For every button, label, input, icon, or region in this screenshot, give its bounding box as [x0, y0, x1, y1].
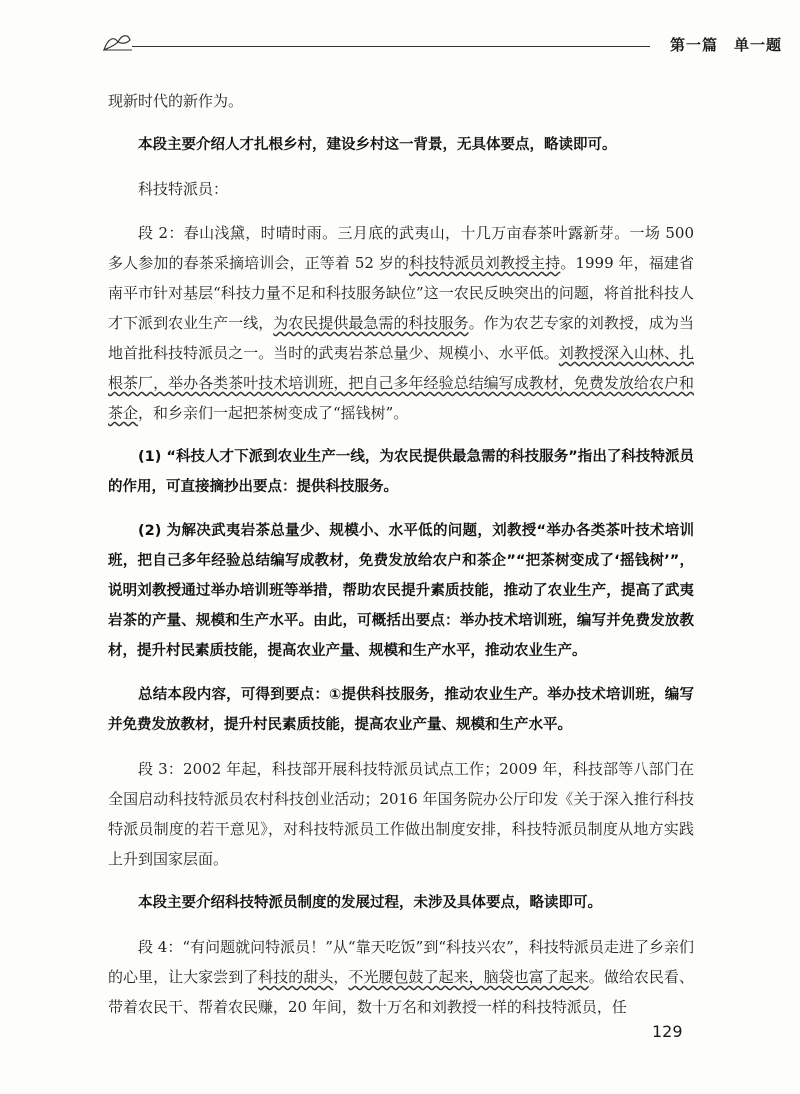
page-header [100, 28, 790, 58]
underlined-key-phrase: 科技特派员刘教授主持 [409, 254, 561, 272]
leaf-ornament-icon [100, 28, 132, 54]
analysis-note-2: 本段主要介绍科技特派员制度的发展过程，未涉及具体要点，略读即可。 [138, 895, 602, 911]
analysis-point-1: (1) “科技人才下派到农业生产一线，为农民提供最急需的科技服务”指出了科技特派员的作用，可直接摘抄出要点：提供科技服务。 [108, 449, 694, 495]
passage-text: 。作为农艺专家的刘教授，成为当地首批科技特派员之一。当时的武夷岩茶总量少、规模小、水平低。 [108, 314, 694, 362]
analysis-point-2: (2) 为解决武夷岩茶总量少、规模小、水平低的问题，刘教授“举办各类茶叶技术培训班，把自己多年经验总结编写成教材，免费发放给农户和茶企”“把茶树变成了‘摇钱树’”，说明刘教授通过举办培训班等举措，帮助农民提升素质技能，推动了农业生产，提高了武夷岩茶的产量、规模和生产水平。由此，可概括出要点：举办技术培训班，编写并免费发放教材，提升村民素质技能，提高农业产量、规模和生产水平，推动农业生产。 [108, 523, 694, 659]
passage-text: ， [333, 968, 349, 986]
passage-text: 。做给农民看、带着农民干、帮着农民赚，20 年间，数十万名和刘教授一样的科技特派员，任 [108, 968, 694, 1016]
page-body [108, 86, 694, 1022]
underlined-key-phrase: 不光腰包鼓了起来，脑袋也富了起来 [348, 968, 589, 986]
underlined-key-phrase: 为农民提供最急需的科技服务 [273, 314, 469, 332]
page-number: 129 [652, 1022, 683, 1041]
passage-text: 。1999 年，福建省南平市针对基层“科技力量不足和科技服务缺位”这一农民反映突出的问题，将首批科技人才下派到农业生产一线， [108, 254, 694, 332]
analysis-summary: 总结本段内容，可得到要点：①提供科技服务，推动农业生产。举办技术培训班，编写并免费发放教材，提升村民素质技能，提高农业产量、规模和生产水平。 [108, 687, 694, 733]
subheading-tech-envoy: 科技特派员： [138, 180, 229, 198]
paragraph-continued: 现新时代的新作为。 [108, 92, 244, 110]
passage-paragraph-2 [108, 218, 694, 428]
passage-paragraph-4 [108, 932, 694, 1022]
underlined-key-phrase: 科技的甜头 [258, 968, 334, 986]
passage-text: ，和乡亲们一起把茶树变成了“摇钱树”。 [138, 404, 409, 422]
passage-text: 段 4：“有问题就问特派员！”从“靠天吃饭”到“科技兴农”，科技特派员走进了乡亲们的心里，让大家尝到了 [108, 938, 694, 986]
passage-paragraph-3: 段 3：2002 年起，科技部开展科技特派员试点工作；2009 年，科技部等八部门在全国启动科技特派员农村科技创业活动；2016 年国务院办公厅印发《关于深入推行科技特派员制度的若干意见》，对科技特派员工作做出制度安排，科技特派员制度从地方实践上升到国家层面。 [108, 760, 694, 868]
underlined-key-phrase: 刘教授深入山林、扎根茶厂，举办各类茶叶技术培训班，把自己多年经验总结编写成教材，免费发放给农户和茶企 [108, 344, 694, 422]
header-rule-left [132, 46, 650, 47]
analysis-note-1: 本段主要介绍人才扎根乡村，建设乡村这一背景，无具体要点，略读即可。 [138, 137, 617, 153]
passage-text: 段 2：春山浅黛，时晴时雨。三月底的武夷山，十几万亩春茶叶露新芽。一场 500 多人参加的春茶采摘培训会，正等着 52 岁的 [108, 224, 694, 272]
section-title: 第一篇 单一题 [662, 34, 790, 55]
